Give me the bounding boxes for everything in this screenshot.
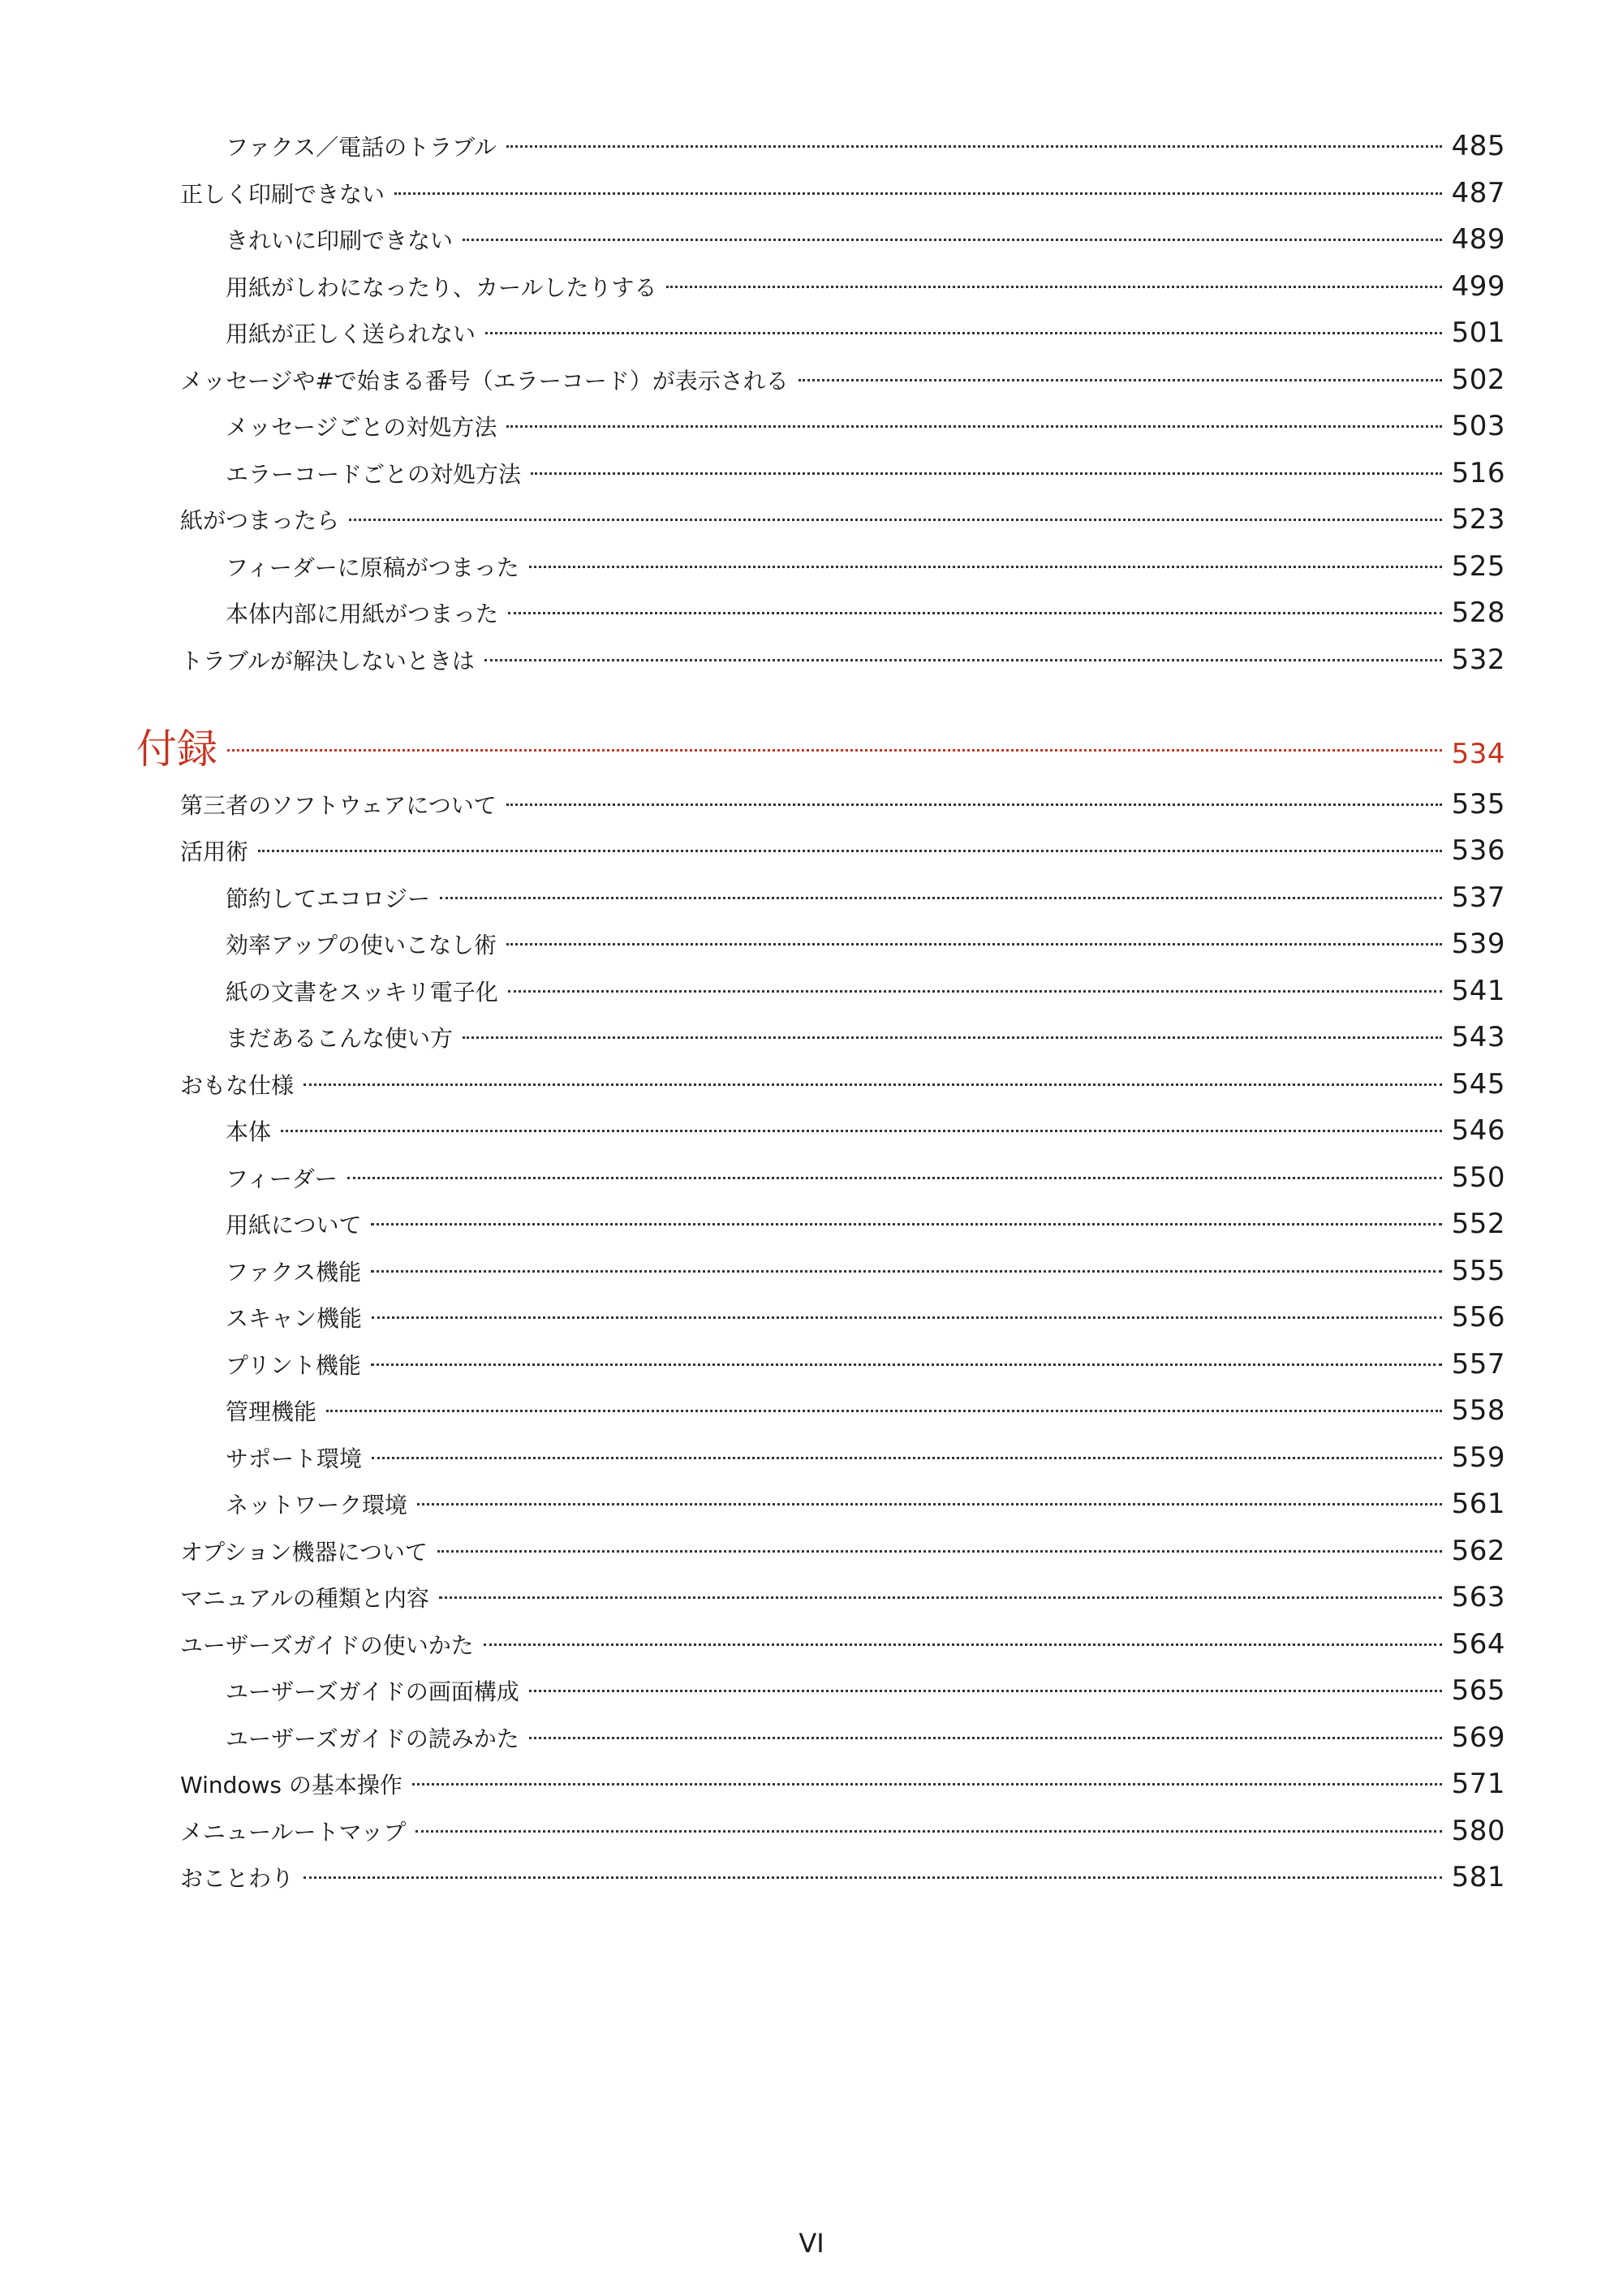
toc-entry[interactable]: [226, 406, 1505, 446]
toc-entry-page: 546: [1451, 1114, 1505, 1147]
chapter-title: 付録: [136, 726, 217, 773]
dot-leader: [415, 1830, 1441, 1833]
toc-entry-label: サポート環境: [226, 1445, 363, 1472]
toc-entry-label: 第三者のソフトウェアについて: [180, 792, 497, 819]
toc-entry-label: メッセージや#で始まる番号（エラーコード）が表示される: [180, 368, 789, 394]
toc-entry-page: 536: [1451, 834, 1505, 867]
toc-entry[interactable]: [180, 1064, 1505, 1105]
toc-entry-label: ユーザーズガイドの画面構成: [226, 1678, 519, 1705]
dot-leader: [484, 1643, 1442, 1646]
toc-entry-page: 528: [1451, 597, 1505, 629]
page-number: VI: [799, 2228, 824, 2259]
toc-entry-label: トラブルが解決しないときは: [180, 648, 475, 674]
toc-entry-label: ファクス機能: [226, 1259, 362, 1286]
dot-leader: [371, 1223, 1441, 1226]
dot-leader: [463, 1036, 1442, 1039]
toc-entry-page: 539: [1451, 928, 1505, 960]
toc-entry-page: 535: [1451, 788, 1505, 821]
toc-chapter-heading[interactable]: [136, 721, 1505, 778]
dot-leader: [440, 897, 1442, 899]
dot-leader: [349, 519, 1442, 521]
toc-entry[interactable]: [180, 830, 1505, 871]
toc-entry[interactable]: [226, 1297, 1505, 1338]
toc-entry-label: 管理機能: [226, 1398, 317, 1425]
toc-entry-page: 561: [1451, 1488, 1505, 1520]
toc-entry-page: 581: [1451, 1861, 1505, 1893]
toc-entry-page: 487: [1451, 177, 1505, 209]
toc-entry[interactable]: [180, 784, 1505, 825]
toc-entry-page: 523: [1451, 503, 1505, 536]
dot-leader: [508, 990, 1442, 993]
toc-entry-label: 節約してエコロジー: [226, 885, 431, 912]
toc-entry[interactable]: [226, 1717, 1505, 1758]
toc-entry-label: まだあるこんな使い方: [226, 1025, 454, 1052]
toc-entry-page: 501: [1451, 317, 1505, 349]
toc-entry[interactable]: [226, 877, 1505, 918]
toc-entry[interactable]: [180, 1857, 1505, 1898]
toc-entry-page: 489: [1451, 223, 1505, 256]
toc-entry-label: 用紙がしわになったり、カールしたりする: [226, 274, 657, 301]
dot-leader: [417, 1503, 1442, 1506]
dot-leader: [371, 1270, 1441, 1273]
toc-entry-label: 正しく印刷できない: [180, 181, 385, 208]
dot-leader: [394, 192, 1442, 195]
toc-entry[interactable]: [226, 1390, 1505, 1431]
toc-entry-page: 516: [1451, 457, 1505, 489]
dot-leader: [484, 659, 1442, 661]
toc-entry[interactable]: [226, 126, 1505, 166]
toc-entry[interactable]: [226, 924, 1505, 964]
dot-leader: [506, 425, 1441, 428]
toc-entry-label: きれいに印刷できない: [226, 227, 454, 254]
toc-entry-label: ネットワーク環境: [226, 1492, 408, 1518]
toc-entry[interactable]: [226, 1157, 1505, 1198]
dot-leader: [485, 332, 1442, 334]
toc-entry-page: 485: [1451, 130, 1505, 162]
toc-entry[interactable]: [226, 592, 1505, 633]
toc-entry-page: 580: [1451, 1815, 1505, 1847]
toc-entry-page: 545: [1451, 1068, 1505, 1101]
dot-leader: [799, 379, 1442, 381]
toc-entry-label: 活用術: [180, 838, 249, 865]
toc-entry-label: Windows の基本操作: [180, 1772, 403, 1798]
toc-entry-page: 503: [1451, 410, 1505, 442]
dot-leader: [463, 239, 1442, 241]
toc-entry-page: 550: [1451, 1161, 1505, 1194]
dot-leader: [506, 943, 1442, 946]
dot-leader: [439, 1596, 1442, 1599]
toc-entry[interactable]: [226, 1344, 1505, 1385]
dot-leader: [372, 1457, 1442, 1459]
toc-entry-label: ファクス／電話のトラブル: [226, 134, 497, 161]
dot-leader: [531, 472, 1442, 475]
dot-leader: [508, 612, 1442, 614]
toc-entry-page: 564: [1451, 1628, 1505, 1661]
toc-entry[interactable]: [180, 1811, 1505, 1851]
dot-leader: [326, 1410, 1442, 1412]
toc-entry-label: エラーコードごとの対処方法: [226, 461, 522, 488]
toc-entry-page: 557: [1451, 1348, 1505, 1381]
chapter-page: 534: [1451, 738, 1505, 770]
toc-entry-label: ユーザーズガイドの使いかた: [180, 1632, 474, 1659]
toc-entry-label: フィーダーに原稿がつまった: [226, 554, 519, 581]
toc-entry[interactable]: [226, 1204, 1505, 1244]
toc-entry[interactable]: [180, 1764, 1505, 1804]
toc-entry-page: 571: [1451, 1768, 1505, 1800]
toc-entry-page: 537: [1451, 881, 1505, 914]
dot-leader: [529, 566, 1442, 568]
toc-entry-label: ユーザーズガイドの読みかた: [226, 1725, 519, 1752]
toc-entry[interactable]: [226, 1017, 1505, 1058]
toc-entry[interactable]: [226, 1484, 1505, 1524]
toc-entry-label: おもな仕様: [180, 1072, 295, 1099]
toc-entry-label: 用紙が正しく送られない: [226, 321, 476, 347]
toc-entry-label: メッセージごとの対処方法: [226, 414, 497, 441]
toc-entry[interactable]: [180, 173, 1505, 213]
toc-entry[interactable]: [226, 971, 1505, 1011]
dot-leader: [666, 286, 1441, 288]
toc-entry[interactable]: [180, 499, 1505, 540]
dot-leader: [304, 1083, 1442, 1086]
dot-leader: [506, 803, 1442, 806]
dot-leader: [371, 1363, 1442, 1366]
toc-entry-label: 用紙について: [226, 1212, 362, 1238]
toc-entry-label: オプション機器について: [180, 1539, 428, 1566]
toc-entry-page: 565: [1451, 1674, 1505, 1707]
toc-entry[interactable]: [226, 453, 1505, 493]
toc-entry[interactable]: [180, 640, 1505, 680]
toc-entry-label: スキャン機能: [226, 1305, 363, 1332]
toc-entry[interactable]: [226, 1670, 1505, 1711]
dot-leader: [347, 1177, 1442, 1179]
toc-entry-label: 本体: [226, 1118, 272, 1145]
toc-entry[interactable]: [226, 219, 1505, 260]
dot-leader: [227, 749, 1442, 752]
toc-entry-label: マニュアルの種類と内容: [180, 1585, 429, 1612]
toc-entry[interactable]: [226, 266, 1505, 307]
toc-entry-label: プリント機能: [226, 1352, 361, 1379]
toc-entry-label: フィーダー: [226, 1165, 338, 1192]
toc-entry-page: 559: [1451, 1441, 1505, 1474]
dot-leader: [304, 1876, 1442, 1879]
dot-leader: [529, 1737, 1442, 1739]
toc-entry-label: 紙の文書をスッキリ電子化: [226, 979, 498, 1006]
toc-entry-page: 558: [1451, 1394, 1505, 1427]
toc-entry-page: 502: [1451, 364, 1505, 396]
toc-entry-page: 556: [1451, 1301, 1505, 1333]
toc-entry-page: 541: [1451, 975, 1505, 1007]
toc-entry-page: 562: [1451, 1535, 1505, 1567]
dot-leader: [437, 1550, 1442, 1553]
toc-entry-page: 569: [1451, 1721, 1505, 1754]
dot-leader: [506, 145, 1442, 148]
toc-entry[interactable]: [180, 1624, 1505, 1665]
toc-entry-label: 効率アップの使いこなし術: [226, 932, 497, 958]
dot-leader: [258, 850, 1442, 852]
toc-entry[interactable]: [180, 360, 1505, 400]
toc-entry-label: 紙がつまったら: [180, 507, 340, 534]
toc-entry[interactable]: [180, 1577, 1505, 1618]
toc-entry-page: 525: [1451, 550, 1505, 583]
toc-entry-page: 532: [1451, 644, 1505, 676]
toc-entry[interactable]: [180, 1531, 1505, 1571]
toc-entry-page: 499: [1451, 270, 1505, 303]
toc-entry-page: 552: [1451, 1208, 1505, 1240]
toc-entry[interactable]: [226, 312, 1505, 353]
toc-entry[interactable]: [226, 1437, 1505, 1478]
toc-entry-label: おことわり: [180, 1865, 295, 1892]
toc-entry-label: メニュールートマップ: [180, 1819, 407, 1846]
dot-leader: [412, 1783, 1442, 1786]
toc-entry-page: 555: [1451, 1255, 1505, 1287]
dot-leader: [372, 1316, 1442, 1319]
toc-entry[interactable]: [226, 1110, 1505, 1151]
toc-entry[interactable]: [226, 1251, 1505, 1291]
toc-entry[interactable]: [226, 546, 1505, 587]
dot-leader: [529, 1690, 1442, 1692]
toc-entry-page: 543: [1451, 1021, 1505, 1053]
toc-entry-page: 563: [1451, 1581, 1505, 1613]
toc-entry-label: 本体内部に用紙がつまった: [226, 601, 499, 627]
dot-leader: [281, 1130, 1442, 1132]
